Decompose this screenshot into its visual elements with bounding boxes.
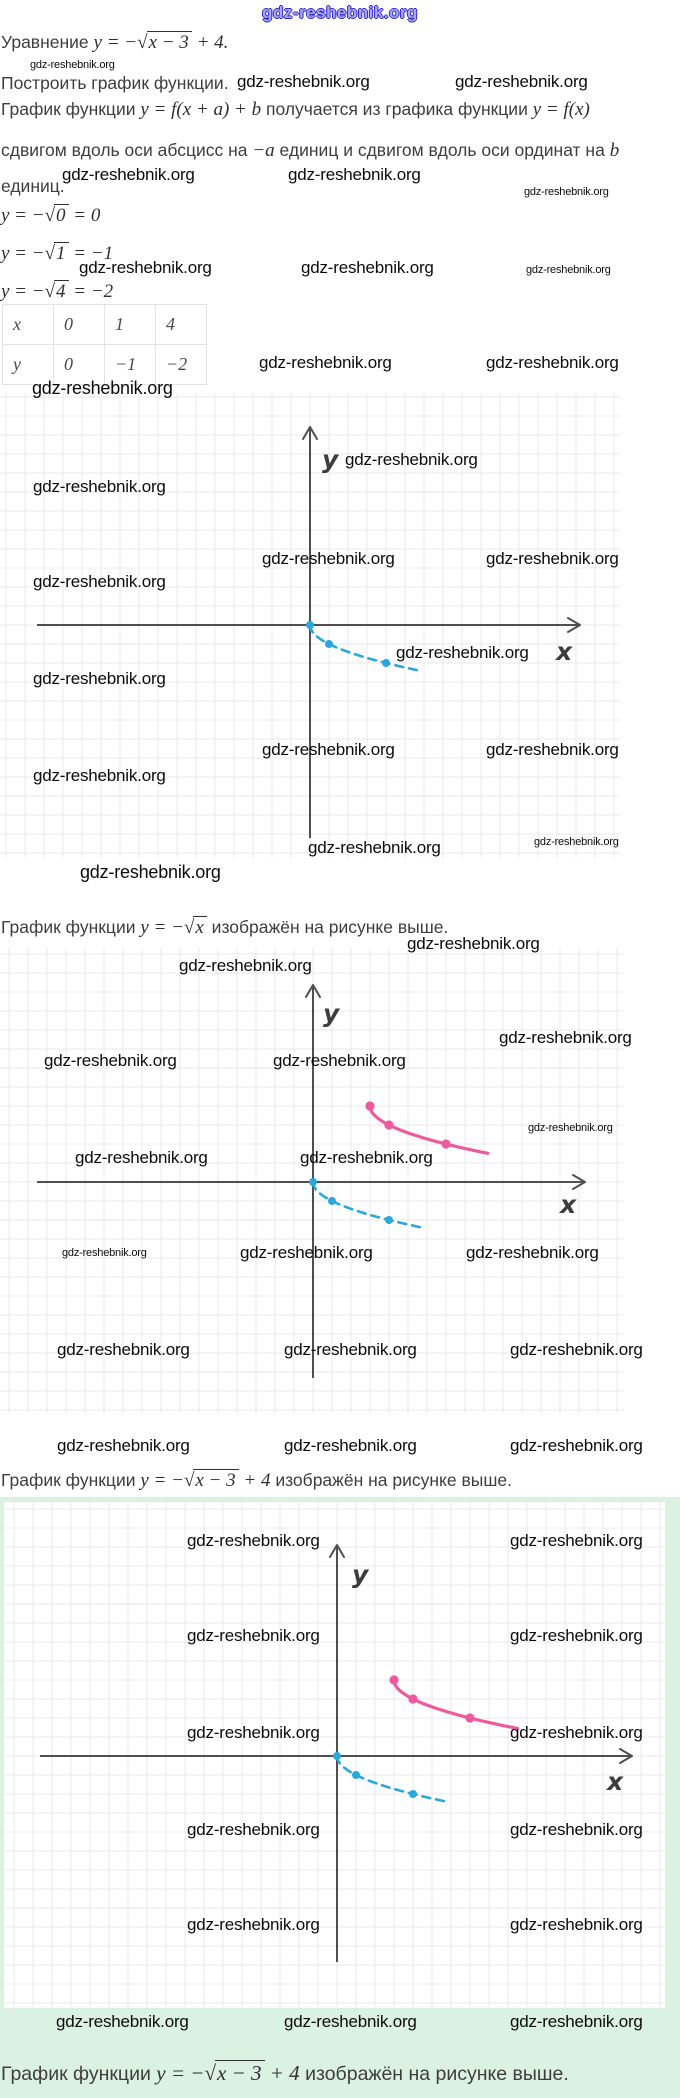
rule2-formula-2: b xyxy=(609,140,620,161)
watermark: gdz-reshebnik.org xyxy=(62,1247,147,1259)
radical-icon: √ xyxy=(183,917,195,938)
watermark: gdz-reshebnik.org xyxy=(262,740,395,759)
watermark: gdz-reshebnik.org xyxy=(32,378,173,398)
watermark: gdz-reshebnik.org xyxy=(528,1122,613,1134)
data-point xyxy=(306,621,314,629)
watermark: gdz-reshebnik.org xyxy=(187,1820,320,1839)
watermark: gdz-reshebnik.org xyxy=(284,2012,417,2031)
caption-graph-2: График функции y = −√x − 3 + 4 изображён на рисунке выше. xyxy=(1,1470,513,1491)
watermark: gdz-reshebnik.org xyxy=(33,669,166,688)
watermark: gdz-reshebnik.org xyxy=(486,549,619,568)
rule1-text-2: получается из графика функции xyxy=(261,99,533,119)
cell-x-header: x xyxy=(3,305,54,345)
watermark: gdz-reshebnik.org xyxy=(308,838,441,857)
data-point xyxy=(408,1694,417,1703)
site-logo-watermark: gdz-reshebnik.org xyxy=(262,3,418,22)
radical-icon: √ xyxy=(44,243,56,264)
watermark: gdz-reshebnik.org xyxy=(466,1243,599,1262)
x-axis-label: x xyxy=(607,1767,624,1796)
watermark: gdz-reshebnik.org xyxy=(259,353,392,372)
watermark: gdz-reshebnik.org xyxy=(510,1340,643,1359)
watermark: gdz-reshebnik.org xyxy=(237,72,370,91)
watermark: gdz-reshebnik.org xyxy=(510,1915,643,1934)
watermark: gdz-reshebnik.org xyxy=(187,1915,320,1934)
equation-statement xyxy=(1,30,228,55)
watermark: gdz-reshebnik.org xyxy=(30,59,115,71)
rule2-formula-1: −a xyxy=(252,140,275,161)
watermark: gdz-reshebnik.org xyxy=(510,1531,643,1550)
data-point xyxy=(385,1216,393,1224)
watermark: gdz-reshebnik.org xyxy=(396,643,529,662)
watermark: gdz-reshebnik.org xyxy=(510,1626,643,1645)
watermark: gdz-reshebnik.org xyxy=(300,1148,433,1167)
watermark: gdz-reshebnik.org xyxy=(79,258,212,277)
cell-y-0: 0 xyxy=(54,345,105,385)
watermark: gdz-reshebnik.org xyxy=(44,1051,177,1070)
equation-prefix: Уравнение xyxy=(1,32,94,52)
curve-solid xyxy=(370,1106,488,1153)
watermark: gdz-reshebnik.org xyxy=(57,1340,190,1359)
data-point xyxy=(352,1771,360,1779)
watermark: gdz-reshebnik.org xyxy=(510,1820,643,1839)
radical-icon: √ xyxy=(44,281,56,302)
rule-statement-1 xyxy=(1,97,590,122)
radicand: x − 3 xyxy=(147,31,192,53)
equation-lhs: y = − xyxy=(93,32,138,53)
watermark: gdz-reshebnik.org xyxy=(33,766,166,785)
y-axis-label: y xyxy=(322,445,339,474)
radical-icon: √ xyxy=(204,2061,216,2085)
task-statement: Построить график функции. xyxy=(1,73,229,93)
watermark: gdz-reshebnik.org xyxy=(499,1028,632,1047)
watermark: gdz-reshebnik.org xyxy=(526,264,611,276)
watermark: gdz-reshebnik.org xyxy=(407,934,540,953)
watermark: gdz-reshebnik.org xyxy=(486,353,619,372)
curve-dashed xyxy=(313,1182,423,1228)
cell-x-0: 0 xyxy=(54,305,105,345)
watermark: gdz-reshebnik.org xyxy=(534,836,619,848)
graph-1-neg-sqrt-x xyxy=(0,393,620,858)
data-point xyxy=(365,1101,374,1110)
cell-y-2: −2 xyxy=(156,345,207,385)
watermark: gdz-reshebnik.org xyxy=(301,258,434,277)
data-point xyxy=(382,659,390,667)
equation-suffix: + 4. xyxy=(191,32,229,53)
cell-x-1: 1 xyxy=(105,305,156,345)
data-point xyxy=(328,1197,336,1205)
watermark: gdz-reshebnik.org xyxy=(33,572,166,591)
caption-graph-1: График функции y = −√x изображён на рисунке выше. xyxy=(1,917,449,938)
watermark: gdz-reshebnik.org xyxy=(455,72,588,91)
watermark: gdz-reshebnik.org xyxy=(80,862,221,882)
watermark: gdz-reshebnik.org xyxy=(187,1723,320,1742)
radical-icon: √ xyxy=(44,205,56,226)
watermark: gdz-reshebnik.org xyxy=(33,477,166,496)
data-point xyxy=(309,1178,317,1186)
cell-y-header: y xyxy=(3,345,54,385)
watermark: gdz-reshebnik.org xyxy=(524,186,609,198)
rule-statement-2 xyxy=(1,138,619,163)
y-axis-label: y xyxy=(323,999,340,1028)
watermark: gdz-reshebnik.org xyxy=(179,956,312,975)
radical-icon: √ xyxy=(183,1470,195,1491)
watermark: gdz-reshebnik.org xyxy=(284,1340,417,1359)
rule2-text-1: сдвигом вдоль оси абсцисс на xyxy=(1,140,253,160)
cell-y-1: −1 xyxy=(105,345,156,385)
x-axis-label: x xyxy=(556,637,573,666)
watermark: gdz-reshebnik.org xyxy=(273,1051,406,1070)
data-point xyxy=(325,640,333,648)
cell-x-2: 4 xyxy=(156,305,207,345)
data-point xyxy=(333,1752,341,1760)
watermark: gdz-reshebnik.org xyxy=(187,1531,320,1550)
rule1-formula-2: y = f(x) xyxy=(532,99,590,120)
y-axis-label: y xyxy=(352,1560,369,1589)
watermark: gdz-reshebnik.org xyxy=(56,2012,189,2031)
radical-icon: √ xyxy=(137,32,148,53)
rule1-formula-1: y = f(x + a) + b xyxy=(140,99,262,120)
watermark: gdz-reshebnik.org xyxy=(284,1436,417,1455)
watermark: gdz-reshebnik.org xyxy=(486,740,619,759)
value-table xyxy=(2,304,207,385)
watermark: gdz-reshebnik.org xyxy=(187,1626,320,1645)
x-axis-label: x xyxy=(560,1190,577,1219)
table-row xyxy=(3,305,207,345)
rule-statement-3: единиц. xyxy=(1,176,65,196)
watermark: gdz-reshebnik.org xyxy=(57,1436,190,1455)
watermark: gdz-reshebnik.org xyxy=(510,1723,643,1742)
watermark: gdz-reshebnik.org xyxy=(62,165,195,184)
data-point xyxy=(389,1675,398,1684)
data-point xyxy=(384,1120,393,1129)
data-point xyxy=(465,1713,474,1722)
watermark: gdz-reshebnik.org xyxy=(510,1436,643,1455)
watermark: gdz-reshebnik.org xyxy=(345,450,478,469)
watermark: gdz-reshebnik.org xyxy=(262,549,395,568)
curve-dashed xyxy=(337,1756,447,1802)
data-point xyxy=(441,1139,450,1148)
data-point xyxy=(409,1790,417,1798)
watermark: gdz-reshebnik.org xyxy=(75,1148,208,1167)
watermark: gdz-reshebnik.org xyxy=(510,2012,643,2031)
calc-line-3: y = −√4 = −2 xyxy=(1,281,114,302)
watermark: gdz-reshebnik.org xyxy=(288,165,421,184)
calc-line-1: y = −√0 = 0 xyxy=(1,205,101,226)
calc-line-2: y = −√1 = −1 xyxy=(1,243,114,264)
caption-graph-3: График функции y = −√x − 3 + 4 изображён на рисунке выше. xyxy=(1,2061,569,2085)
rule2-text-2: единиц и сдвигом вдоль оси ординат на xyxy=(274,140,610,160)
watermark: gdz-reshebnik.org xyxy=(240,1243,373,1262)
rule1-text-1: График функции xyxy=(1,99,141,119)
